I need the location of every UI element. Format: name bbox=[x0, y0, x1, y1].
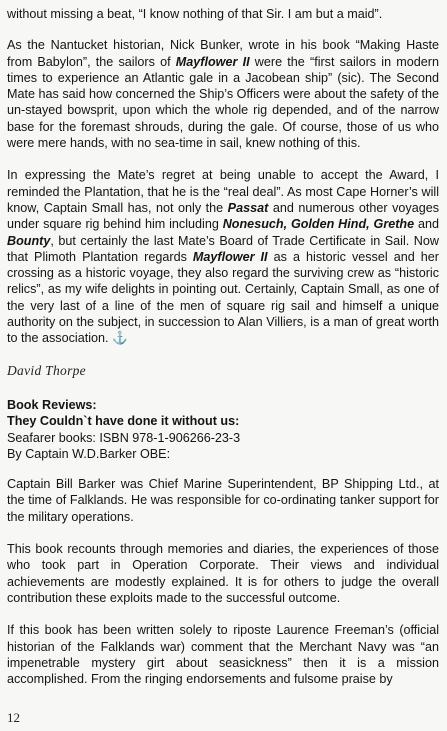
paragraph-barker: Captain Bill Barker was Chief Marine Superintendent, BP Shipping Ltd., at the time of Falklands. He was responsible for co-ordinating tanker support for the military operations. bbox=[7, 477, 439, 524]
section-heading: Book Reviews: bbox=[7, 397, 97, 412]
book-review-header bbox=[7, 397, 439, 462]
page-number: 12 bbox=[7, 710, 20, 725]
paragraph-captain-small bbox=[7, 167, 439, 346]
author-signature: David Thorpe bbox=[7, 362, 86, 378]
ship-name: Mayflower II bbox=[192, 249, 268, 264]
text-run: In expressing the Mate’s regret at being unable to accept the Award, I reminded the Plantation, that he is the “real deal”. As most Cape Horner’s will know, Captain Small has, not only the bbox=[7, 168, 439, 215]
book-title: They Couldn`t have done it without us: bbox=[7, 414, 240, 429]
book-publisher: Seafarer books: ISBN 978-1-906266-23-3 bbox=[7, 430, 241, 445]
text-run: and numerous other voyages under square rig behind him including bbox=[7, 200, 440, 232]
text-run: were the “first sailors in modern times to experience an Atlantic gale in a Jacobean ship” (sic). The Second Mate has said how concerned the Ship’s Officers were about the safety of the un-stayed bowsprit, upon which the whole rig depended, and of the narrow base for the foremast shrouds, during the gale. Of course, those of us who were mere hands, with no sea-time in sail, knew nothing of this. bbox=[7, 54, 439, 151]
text-run: and bbox=[414, 217, 439, 232]
book-author: By Captain W.D.Barker OBE: bbox=[7, 446, 171, 461]
text-run: , but certainly the last Mate’s Board of Trade Certificate in Sail. Now that Plimoth Plantation regards bbox=[7, 233, 439, 264]
ship-names: Nonesuch, Golden Hind, Grethe bbox=[222, 217, 415, 232]
page-body bbox=[7, 6, 439, 703]
ship-name: Mayflower II bbox=[175, 54, 250, 69]
text-run: As the Nantucket historian, Nick Bunker, wrote in his book “Making Haste from Babylon”, the sailors of bbox=[7, 38, 439, 69]
paragraph-riposte: If this book has been written solely to riposte Laurence Freeman’s (official historian of the Falklands war) comment that the Merchant Navy was “an impenetrable mystery girt about seasickness” then it is a mission accomplished. From the ringing endorsements and fulsome praise by bbox=[7, 623, 439, 687]
paragraph-operation-corporate: This book recounts through memories and diaries, the experiences of those who took part in Operation Corporate. Their views and individual achievements are modestly explained. It is for others to judge the overall contribution these exploits made to the successful outcome. bbox=[7, 542, 439, 605]
text-run: as a historic vessel and her crossing as a historic voyage, they also regard the surviving crew as “historic relics”, as my wife delights in pointing out. Certainly, Captain Small, as one of the very last of a line of the men of square rig sail and himself a unique authority on the subject, in succession to Alan Villiers, is a man of great worth to the association. ⚓ bbox=[7, 249, 439, 346]
ship-name: Bounty bbox=[7, 233, 51, 248]
paragraph-mayflower-gale bbox=[7, 37, 439, 151]
ship-name: Passat bbox=[227, 200, 269, 215]
paragraph-0: without missing a beat, “I know nothing of that Sir. I am but a maid”. bbox=[7, 7, 383, 21]
